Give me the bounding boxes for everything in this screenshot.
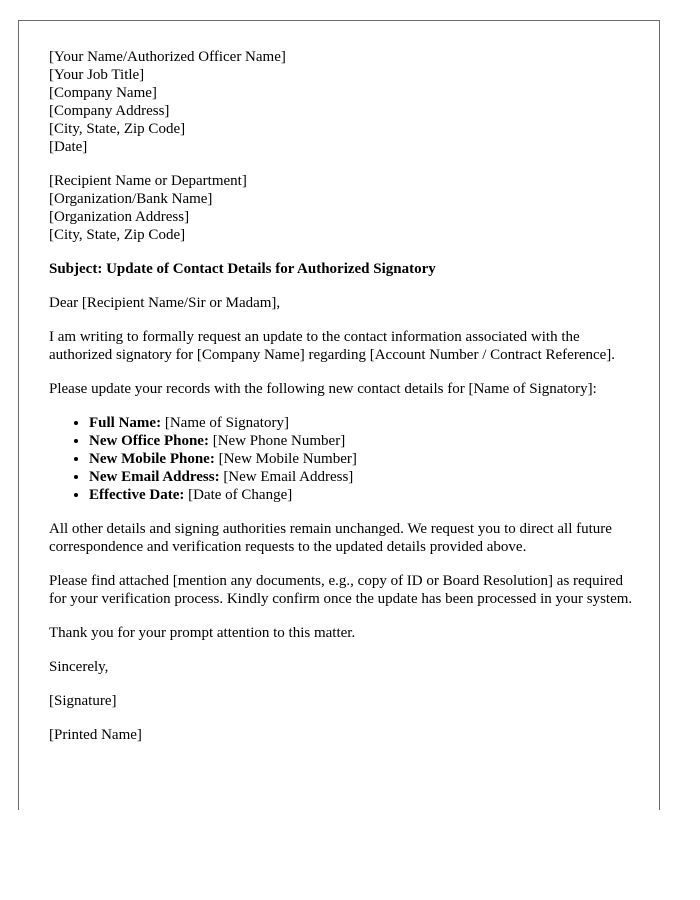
attachments-paragraph: Please find attached [mention any documents, e.g., copy of ID or Board Resolution] as required for your verification process. Kindly confirm once the update has been processed in your system.	[49, 573, 633, 607]
detail-value: [New Mobile Number]	[214, 451, 357, 467]
recipient-organization: [Organization/Bank Name]	[49, 191, 213, 207]
detail-value: [Date of Change]	[184, 487, 293, 503]
salutation: Dear [Recipient Name/Sir or Madam],	[49, 295, 281, 311]
detail-value: [New Email Address]	[219, 469, 354, 485]
recipient-address: [Organization Address]	[49, 209, 190, 225]
letter-date: [Date]	[49, 139, 88, 155]
detail-label: New Email Address:	[89, 469, 220, 485]
detail-label: Full Name:	[89, 415, 162, 431]
detail-label: New Office Phone:	[89, 433, 209, 449]
valediction: Sincerely,	[49, 659, 109, 675]
printed-name: [Printed Name]	[49, 727, 142, 743]
list-item	[89, 432, 639, 450]
letter-body	[49, 48, 639, 760]
detail-value: [Name of Signatory]	[161, 415, 289, 431]
list-item	[89, 468, 639, 486]
sender-company: [Company Name]	[49, 85, 157, 101]
signature-placeholder: [Signature]	[49, 693, 117, 709]
thanks-paragraph: Thank you for your prompt attention to this matter.	[49, 625, 356, 641]
list-item	[89, 486, 639, 504]
detail-label: Effective Date:	[89, 487, 185, 503]
sender-city-state-zip: [City, State, Zip Code]	[49, 121, 186, 137]
request-paragraph: Please update your records with the following new contact details for [Name of Signatory]:	[49, 381, 597, 397]
sender-name: [Your Name/Authorized Officer Name]	[49, 49, 286, 65]
sender-job-title: [Your Job Title]	[49, 67, 145, 83]
detail-label: New Mobile Phone:	[89, 451, 215, 467]
recipient-name: [Recipient Name or Department]	[49, 173, 247, 189]
unchanged-paragraph: All other details and signing authorities remain unchanged. We request you to direct all future correspondence and verification requests to the updated details provided above.	[49, 521, 612, 555]
letter-subject: Subject: Update of Contact Details for Authorized Signatory	[49, 261, 436, 277]
sender-address: [Company Address]	[49, 103, 170, 119]
list-item	[89, 450, 639, 468]
recipient-city-state-zip: [City, State, Zip Code]	[49, 227, 186, 243]
contact-details-list	[49, 414, 639, 504]
intro-paragraph: I am writing to formally request an update to the contact information associated with the authorized signatory for [Company Name] regarding [Account Number / Contract Reference].	[49, 329, 616, 363]
list-item	[89, 414, 639, 432]
sender-block	[49, 48, 639, 156]
recipient-block	[49, 172, 639, 244]
detail-value: [New Phone Number]	[208, 433, 346, 449]
